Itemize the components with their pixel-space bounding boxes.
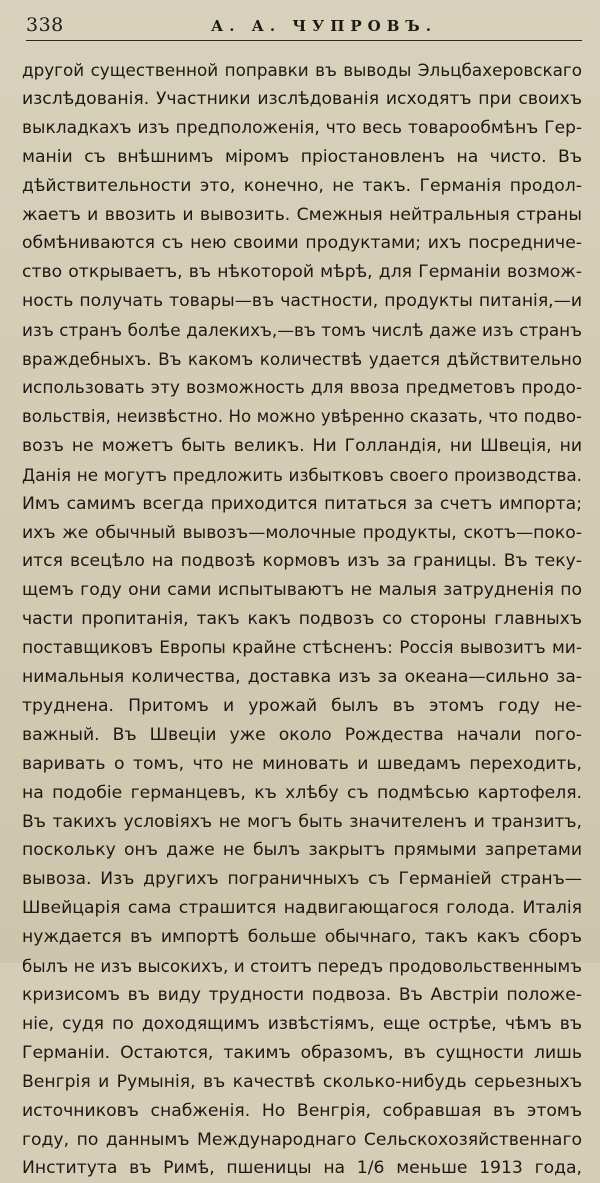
text-line: на подобіе германцевъ, къ хлѣбу съ подмѣсью картофеля. <box>22 782 582 803</box>
text-line: варивать о томъ, что не миновать и шведамъ переходить, <box>22 753 582 774</box>
text-line: году, по даннымъ Международнаго Сельскохозяйственнаго <box>22 1129 582 1150</box>
text-line: Въ такихъ условіяхъ не могъ быть значителенъ и транзитъ, <box>22 811 582 832</box>
body-text <box>22 56 582 1183</box>
text-line: вывоза. Изъ другихъ пограничныхъ съ Германіей странъ— <box>22 869 582 890</box>
text-line: Данія не могутъ предложить избытковъ своего производства. <box>22 464 582 485</box>
text-line: былъ не изъ высокихъ, и стоитъ передъ продовольственнымъ <box>22 956 582 977</box>
text-line: выкладкахъ изъ предположенія, что весь товарообмѣнъ Гер- <box>22 117 582 138</box>
text-line: нимальныя количества, доставка изъ за океана—сильно за- <box>22 667 582 688</box>
text-line: возъ не можетъ быть великъ. Ни Голландія, ни Швеція, ни <box>22 435 582 456</box>
text-line: ность получать товары—въ частности, продукты питанія,—и <box>22 291 582 312</box>
text-line: жаетъ и ввозить и вывозить. Смежныя нейтральныя страны <box>22 204 582 225</box>
text-line: другой существенной поправки въ выводы Эльцбахеровскаго <box>22 60 582 80</box>
text-line: важный. Въ Швеціи уже около Рождества начали пого- <box>22 724 582 745</box>
text-line: ніе, судя по доходящимъ извѣстіямъ, еще острѣе, чѣмъ въ <box>22 1013 582 1034</box>
text-line: Имъ самимъ всегда приходится питаться за счетъ импорта; <box>22 493 582 514</box>
text-line: изслѣдованія. Участники изслѣдованія исходятъ при своихъ <box>22 88 582 109</box>
text-line: враждебныхъ. Въ какомъ количествѣ удается дѣйствительно <box>22 349 582 370</box>
text-line: обмѣниваются съ нею своими продуктами; ихъ посредниче- <box>22 233 582 254</box>
text-line: труднена. Притомъ и урожай былъ въ этомъ году не- <box>22 695 582 716</box>
text-line: части пропитанія, такъ какъ подвозъ со стороны главныхъ <box>22 609 582 630</box>
text-line: Венгрія и Румынія, въ качествѣ сколько-нибудь серьезныхъ <box>22 1071 582 1092</box>
text-line: ится всецѣло на подвозѣ кормовъ изъ за границы. Въ теку- <box>22 551 582 572</box>
text-line: нуждается въ импортѣ больше обычнаго, такъ какъ сборъ <box>22 927 582 948</box>
text-line: ихъ же обычный вывозъ—молочные продукты, скотъ—поко- <box>22 522 582 543</box>
page-number: 338 <box>26 14 64 36</box>
text-line: использовать эту возможность для ввоза предметовъ продо- <box>22 377 582 398</box>
text-line: поскольку онъ даже не былъ закрытъ прямыми запретами <box>22 840 582 861</box>
text-line: кризисомъ въ виду трудности подвоза. Въ Австріи положе- <box>22 985 582 1005</box>
text-line: изъ странъ болѣе далекихъ,—въ томъ числѣ даже изъ странъ <box>22 320 582 341</box>
page-header <box>26 14 582 41</box>
text-line: поставщиковъ Европы крайне стѣсненъ: Россія вывозитъ ми- <box>22 638 582 659</box>
running-head: А. А. ЧУПРОВЪ. <box>211 17 437 35</box>
text-line: дѣйствительности это, конечно, не такъ. Германія продол- <box>22 175 582 196</box>
text-line: щемъ году они сами испытываютъ не малыя затрудненія по <box>22 580 582 601</box>
text-line: Германіи. Остаются, такимъ образомъ, въ сущности лишь <box>22 1042 582 1063</box>
text-line: источниковъ снабженія. Но Венгрія, собравшая въ этомъ <box>22 1100 582 1121</box>
text-line: Швейцарія сама страшится надвигающагося голода. Италія <box>22 898 582 919</box>
text-line: вольствія, неизвѣстно. Но можно увѣренно сказать, что подво- <box>22 406 582 426</box>
text-line: ство открываетъ, въ нѣкоторой мѣрѣ, для Германіи возмож- <box>22 262 582 283</box>
text-line: маніи съ внѣшнимъ міромъ пріостановленъ на чисто. Въ <box>22 146 582 167</box>
text-line: Института въ Римѣ, пшеницы на 1/6 меньше 1913 года, <box>22 1158 582 1179</box>
